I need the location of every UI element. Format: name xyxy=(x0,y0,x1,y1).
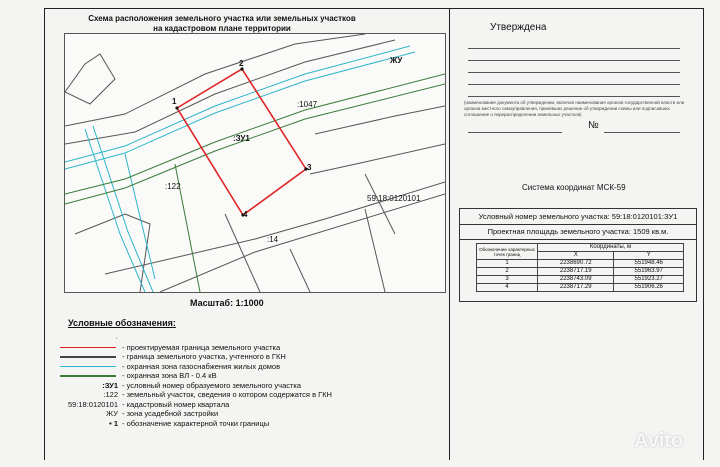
legend-text-6: - условный номер образуемого земельного участка xyxy=(122,380,302,390)
col-y-header: Y xyxy=(614,252,684,260)
scheme-title-line2: на кадастровом плане территории xyxy=(153,24,291,33)
coord-x: 2238717.29 xyxy=(538,284,614,292)
point-3-label: 3 xyxy=(307,163,312,172)
cyan-line-icon xyxy=(60,366,116,368)
legend-text-4: - охранная зона газоснабжения жилых домов xyxy=(122,361,281,371)
approval-number-line xyxy=(604,132,680,133)
map-drawing xyxy=(65,34,445,292)
avito-watermark: Avito xyxy=(634,430,684,452)
scheme-title xyxy=(72,14,372,34)
approval-line-2 xyxy=(468,60,680,61)
col-coords-header: Координаты, м xyxy=(538,244,684,252)
legend-text-3: - граница земельного участка, учтенного в ГКН xyxy=(122,352,286,361)
parcel-area: Проектная площадь земельного участка: 1509 кв.м. xyxy=(460,225,696,240)
legend-text-8: - кадастровый номер квартала xyxy=(122,399,230,409)
parcel-info-table xyxy=(459,208,697,302)
legend-symbol-2 xyxy=(50,343,118,353)
point-4-label: 4 xyxy=(243,210,248,219)
point-1-label: 1 xyxy=(172,97,177,106)
legend-code-10: • 1 xyxy=(109,418,118,428)
legend-text-9: - зона усадебной застройки xyxy=(122,409,219,418)
parcel-1047-label: :1047 xyxy=(297,100,318,109)
map-scale: Масштаб: 1:1000 xyxy=(190,298,264,308)
legend-code-6: :ЗУ1 xyxy=(102,380,118,390)
frame-top-line xyxy=(44,8,704,9)
legend-row-10 xyxy=(50,419,430,429)
legend xyxy=(50,333,430,428)
legend-text-5: - охранная зона ВЛ - 0.4 кВ xyxy=(122,371,217,380)
col-x-header: X xyxy=(538,252,614,260)
black-line-icon xyxy=(60,356,116,358)
frame-left-line xyxy=(44,8,45,460)
legend-row-1 xyxy=(50,333,430,343)
legend-symbol-9 xyxy=(50,409,118,419)
coordinate-system: Система координат МСК-59 xyxy=(522,183,626,192)
coord-y: 551948.46 xyxy=(614,260,684,268)
point-number: 3 xyxy=(477,276,538,284)
coord-y: 551963.97 xyxy=(614,268,684,276)
parcel-conditional-number: Условный номер земельного участка: 59:18:0120101:ЗУ1 xyxy=(460,209,696,225)
legend-row-4 xyxy=(50,362,430,372)
table-row xyxy=(477,284,684,292)
legend-dot: · xyxy=(115,333,118,342)
coord-x: 2238743.09 xyxy=(538,276,614,284)
legend-row-5 xyxy=(50,371,430,381)
legend-row-2 xyxy=(50,343,430,353)
parcel-122-label: :122 xyxy=(165,182,181,191)
approval-title: Утверждена xyxy=(490,22,547,33)
scheme-title-line1: Схема расположения земельного участка или земельных участков xyxy=(88,14,356,23)
legend-text-7: - земельный участок, сведения о котором содержатся в ГКН xyxy=(122,390,332,399)
approval-date-line xyxy=(468,132,562,133)
zu1-label: :ЗУ1 xyxy=(233,134,250,143)
coord-x: 2238690.72 xyxy=(538,260,614,268)
approval-number-sign: № xyxy=(588,120,599,131)
point-2-label: 2 xyxy=(239,59,244,68)
approval-line-3 xyxy=(468,72,680,73)
approval-line-1 xyxy=(468,48,680,49)
legend-row-8 xyxy=(50,400,430,410)
point-number: 2 xyxy=(477,268,538,276)
coord-y: 551923.27 xyxy=(614,276,684,284)
table-row xyxy=(477,268,684,276)
green-line-icon xyxy=(60,375,116,377)
legend-code-8: 59:18:0120101 xyxy=(67,399,118,409)
point-number: 4 xyxy=(477,284,538,292)
legend-code-7: :122 xyxy=(103,390,118,399)
coord-x: 2238717.19 xyxy=(538,268,614,276)
legend-text-10: - обозначение характерной точки границы xyxy=(122,418,270,428)
parcel-14-label: :14 xyxy=(267,235,279,244)
approval-line-4 xyxy=(468,84,680,85)
legend-symbol-3 xyxy=(50,352,118,362)
legend-symbol-4 xyxy=(50,362,118,372)
table-row xyxy=(477,276,684,284)
table-row xyxy=(477,260,684,268)
coordinates-header-row xyxy=(477,244,684,252)
legend-symbol-10 xyxy=(50,419,118,429)
legend-row-7 xyxy=(50,390,430,400)
legend-row-9 xyxy=(50,409,430,419)
approval-line-5 xyxy=(468,96,680,97)
frame-right-line xyxy=(703,8,704,460)
red-line-icon xyxy=(60,347,116,349)
approval-block xyxy=(458,40,690,144)
frame-divider-line xyxy=(449,8,450,460)
col-points-header: Обозначение характерных точек границ xyxy=(477,244,538,260)
legend-title: Условные обозначения: xyxy=(68,318,176,328)
legend-symbol-5 xyxy=(50,371,118,381)
legend-symbol-1 xyxy=(50,333,118,343)
legend-code-9: ЖУ xyxy=(106,409,118,418)
legend-symbol-6 xyxy=(50,381,118,391)
point-number: 1 xyxy=(477,260,538,268)
legend-symbol-8 xyxy=(50,400,118,410)
legend-row-3 xyxy=(50,352,430,362)
zone-label: ЖУ xyxy=(390,56,403,65)
legend-row-6 xyxy=(50,381,430,391)
legend-symbol-7 xyxy=(50,390,118,400)
legend-text-2: - проектируемая граница земельного участка xyxy=(122,342,281,352)
block-number-label: 59:18:0120101 xyxy=(367,194,421,203)
approval-note: (наименование документа об утверждении, включая наименования органов государственной власти или органов местного самоуправления, принявших решение об утверждении схемы или подписавших соглашение о перераспределении земельных участков) xyxy=(464,100,685,117)
coordinates-table xyxy=(476,243,684,292)
coord-y: 551906.26 xyxy=(614,284,684,292)
cadastral-map xyxy=(64,33,446,293)
